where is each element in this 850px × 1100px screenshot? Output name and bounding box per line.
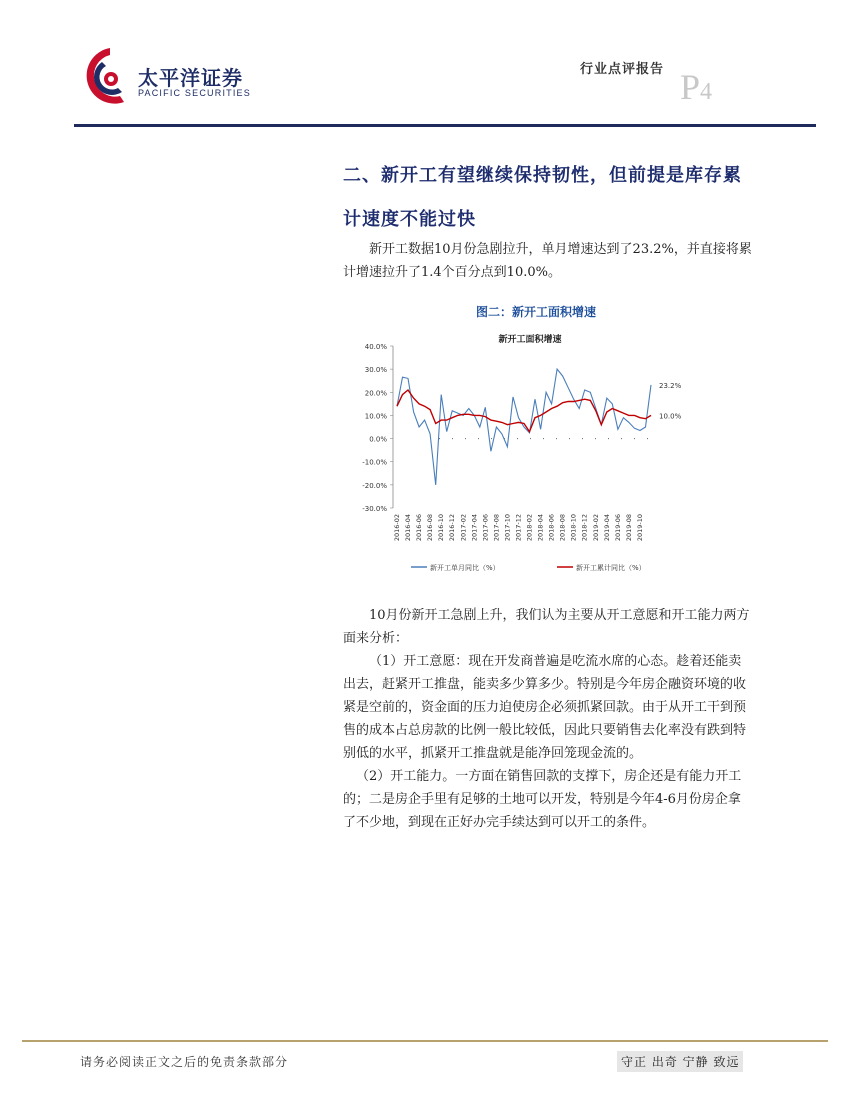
page-number-value: 4 — [700, 79, 713, 105]
chart-title: 新开工面积增速 — [498, 335, 562, 345]
x-tick-label: 2018-12 — [580, 514, 589, 542]
x-tick-label: 2016-10 — [437, 514, 446, 542]
x-tick-label: 2016-12 — [448, 514, 457, 542]
y-tick-label: 10.0% — [364, 412, 387, 421]
x-tick-label: 2019-02 — [591, 514, 600, 542]
x-tick-label: 2019-10 — [635, 514, 644, 542]
y-tick-label: 40.0% — [364, 343, 387, 351]
intro-text: 新开工数据10月份急剧拉升，单月增速达到了23.2%，并直接将累计增速拉升了1.4个百分点到10.0%。 — [343, 242, 752, 280]
y-tick-label: -30.0% — [362, 505, 387, 513]
header-divider — [74, 124, 816, 127]
x-tick-label: 2018-10 — [569, 514, 578, 542]
section-heading-line1: 二、新开工有望继续保持韧性，但前提是库存累 — [343, 165, 742, 186]
x-tick-label: 2019-06 — [613, 514, 622, 542]
analysis-capacity: （2）开工能力。一方面在销售回款的支撑下，房企还是有能力开工的；二是房企手里有足够的土地可以开发，特别是今年4-6月份房企拿了不少地，到现在正好办完手续达到可以开工的条件。 — [343, 769, 742, 830]
x-tick-label: 2019-04 — [602, 514, 611, 542]
analysis-intro: 10月份新开工急剧上升，我们认为主要从开工意愿和开工能力两方面来分析： — [343, 608, 750, 646]
y-tick-label: 20.0% — [364, 389, 387, 398]
intro-paragraph — [343, 238, 753, 284]
section-heading — [343, 154, 753, 242]
series-line-cumulative — [397, 390, 651, 432]
x-tick-label: 2017-06 — [481, 514, 490, 542]
company-logo — [80, 44, 250, 114]
company-motto: 守正 出奇 宁静 致远 — [617, 1051, 743, 1072]
x-tick-label: 2016-06 — [415, 514, 424, 542]
y-tick-label: -10.0% — [362, 458, 387, 467]
y-tick-label: 0.0% — [369, 435, 387, 444]
annotation-monthly: 23.2% — [659, 381, 682, 390]
x-tick-label: 2016-08 — [426, 514, 435, 542]
new-construction-growth-chart — [345, 328, 682, 580]
x-tick-label: 2018-02 — [525, 514, 534, 542]
legend-label-cumulative: 新开工累计同比（%） — [576, 564, 646, 572]
page-number — [680, 66, 712, 108]
x-tick-label: 2018-08 — [558, 514, 567, 542]
page-prefix: P — [680, 67, 701, 107]
x-tick-label: 2017-04 — [470, 514, 479, 542]
logo-chinese-name: 太平洋证券 — [138, 66, 243, 90]
x-tick-label: 2016-02 — [393, 514, 401, 542]
series-line-monthly — [397, 369, 651, 485]
pacific-securities-logo-icon — [80, 44, 136, 110]
analysis-willingness: （1）开工意愿：现在开发商普遍是吃流水席的心态。趁着还能卖出去，赶紧开工推盘，能卖多少算多少。特别是今年房企融资环境的收紧是空前的，资金面的压力迫使房企必须抓紧回款。由于从开工干到预售的成本占总房款的比例一般比较低，因此只要销售去化率没有跌到特别低的水平，抓紧开工推盘就是能净回笼现金流的。 — [343, 654, 747, 761]
y-tick-label: -20.0% — [362, 481, 387, 490]
disclaimer-note: 请务必阅读正文之后的免责条款部分 — [80, 1055, 289, 1069]
annotation-cumulative: 10.0% — [659, 412, 682, 421]
x-tick-label: 2018-04 — [536, 514, 545, 542]
figure-caption: 图二：新开工面积增速 — [476, 305, 597, 319]
x-tick-label: 2017-10 — [503, 514, 512, 542]
x-tick-label: 2018-06 — [547, 514, 556, 542]
x-tick-label: 2017-12 — [514, 514, 523, 542]
x-tick-label: 2017-08 — [492, 514, 501, 542]
x-tick-label: 2019-08 — [624, 514, 633, 542]
report-type-label: 行业点评报告 — [580, 62, 665, 77]
logo-english-name: PACIFIC SECURITIES — [138, 88, 251, 98]
section-heading-line2: 计速度不能过快 — [343, 209, 476, 230]
y-tick-label: 30.0% — [364, 366, 387, 375]
legend-label-monthly: 新开工单月同比（%） — [430, 564, 500, 572]
x-tick-label: 2016-04 — [404, 514, 413, 542]
footer-divider — [22, 1040, 828, 1042]
analysis-section — [343, 604, 753, 834]
x-tick-label: 2017-02 — [459, 514, 468, 542]
